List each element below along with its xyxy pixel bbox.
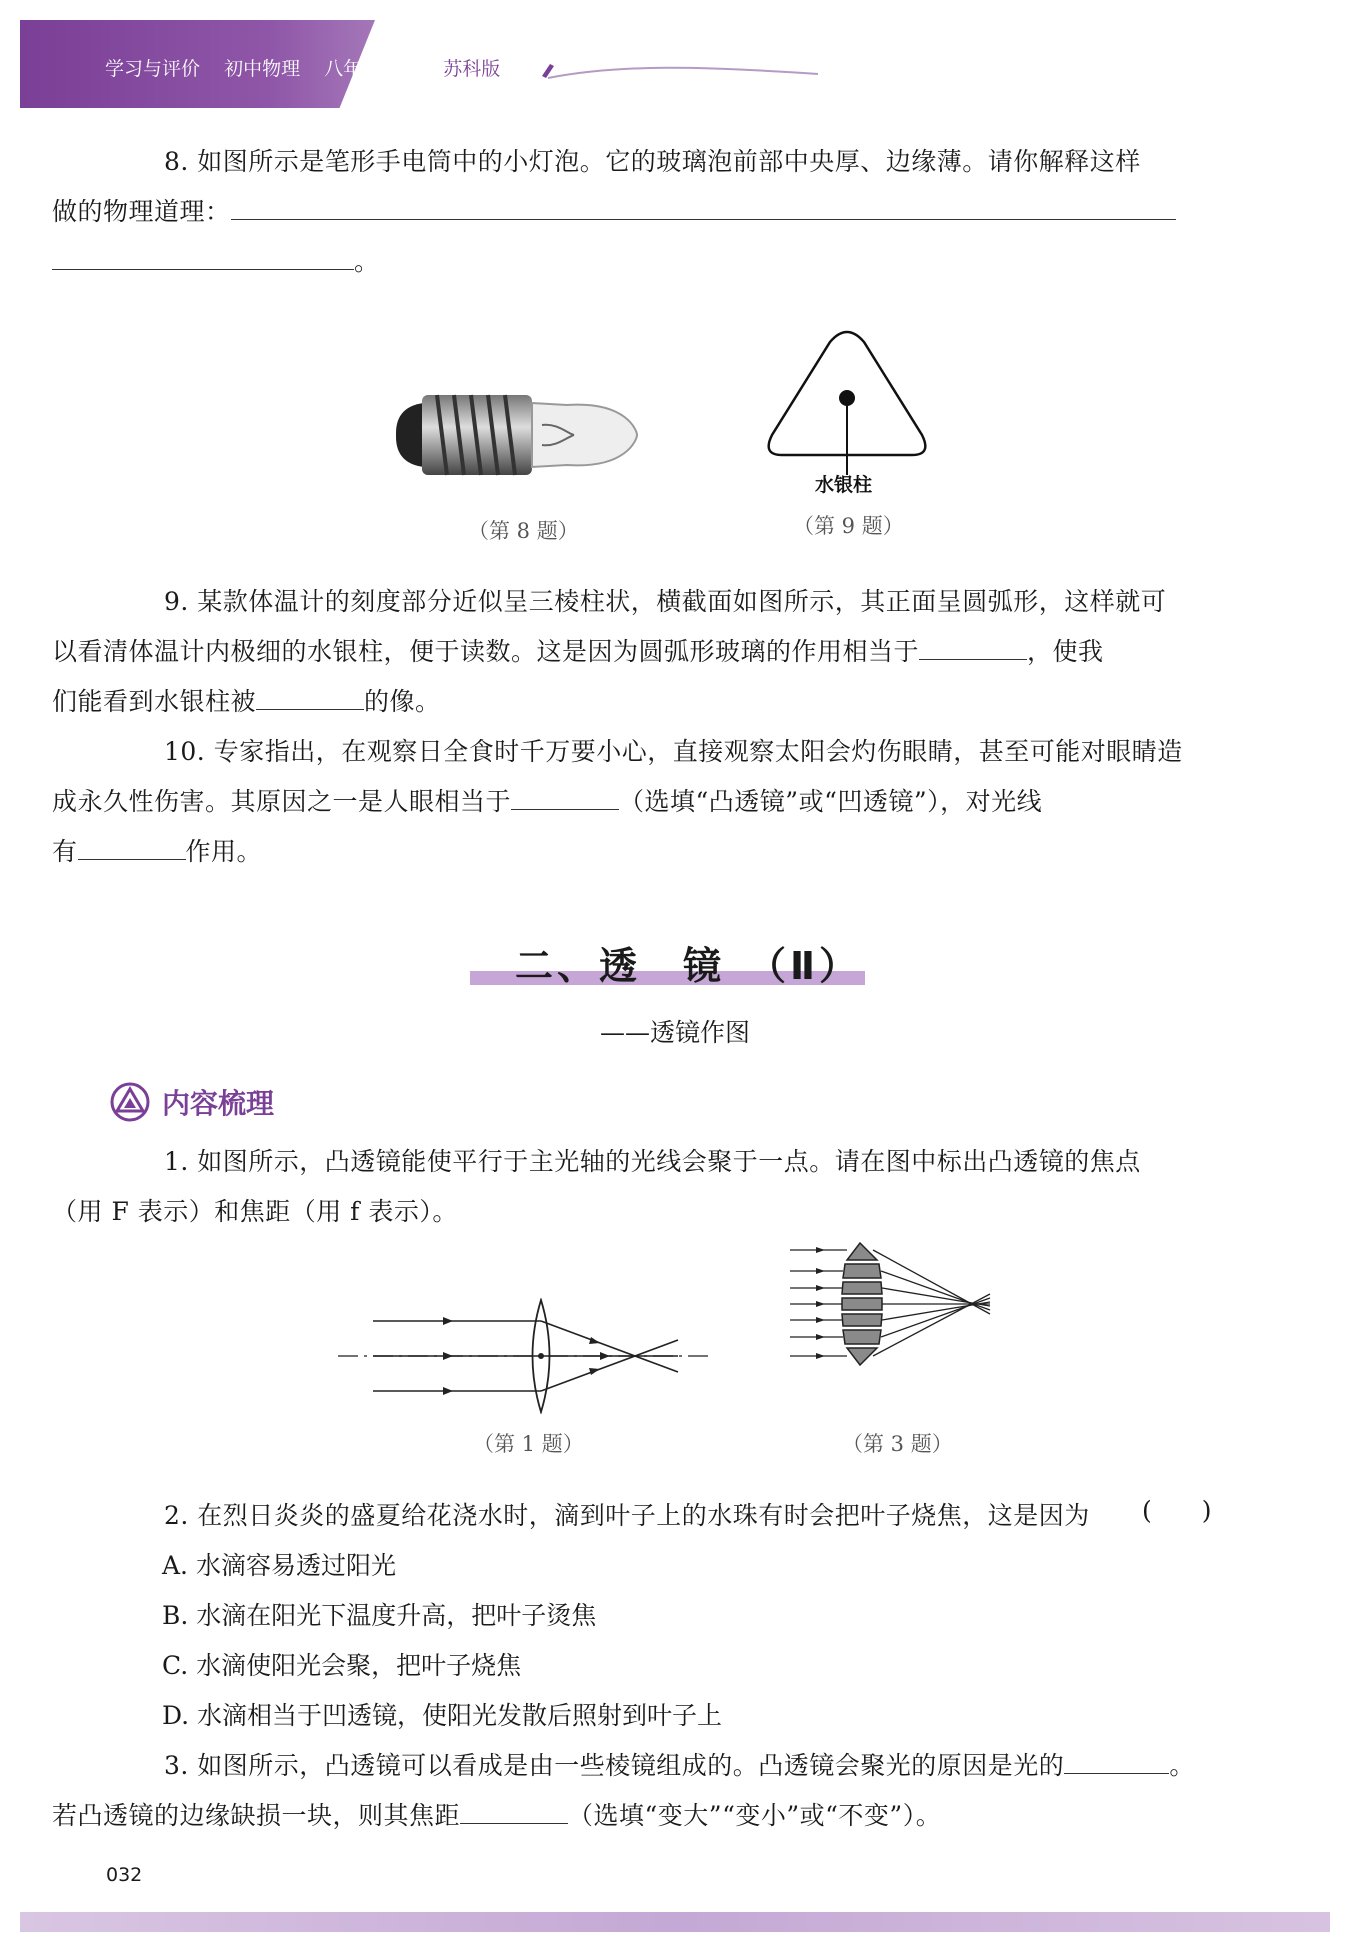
fig1-caption: （第 1 题） xyxy=(473,1432,584,1456)
footer-band xyxy=(20,1912,1330,1932)
bulb-figure xyxy=(392,375,644,495)
p2-stem: 2. 在烈日炎炎的盛夏给花浇水时，滴到叶子上的水珠有时会把叶子烧焦，这是因为 xyxy=(164,1501,1090,1530)
q8-text: 8. 如图所示是笔形手电筒中的小灯泡。它的玻璃泡前部中央厚、边缘薄。请你解释这样 做的物理道理： 。 xyxy=(108,137,1228,287)
fig9-label: 水银柱 xyxy=(815,474,873,496)
triangle-circle-icon xyxy=(110,1082,150,1122)
p3-answer-blank-1[interactable] xyxy=(1064,1749,1169,1774)
p2-option-b[interactable]: B. 水滴在阳光下温度升高，把叶子烫焦 xyxy=(162,1601,597,1630)
subject-label: 初中物理 xyxy=(224,58,301,80)
q9-text: 9. 某款体温计的刻度部分近似呈三棱柱状，横截面如图所示，其正面呈圆弧形，这样就可 以看清体温计内极细的水银柱，便于读数。这是因为圆弧形玻璃的作用相当于 ，使我 们能看到水银柱被 的像。 xyxy=(52,587,1167,716)
p2-option-d[interactable]: D. 水滴相当于凹透镜，使阳光发散后照射到叶子上 xyxy=(162,1701,723,1730)
p2-option-c[interactable]: C. 水滴使阳光会聚，把叶子烧焦 xyxy=(162,1651,522,1680)
prism-lens-diagram xyxy=(785,1240,995,1400)
q8-answer-blank-1[interactable] xyxy=(231,195,1176,220)
q10-answer-blank-1[interactable] xyxy=(511,785,619,810)
p2-answer-paren[interactable]: ( ) xyxy=(1142,1496,1212,1525)
fig9-caption: （第 9 题） xyxy=(793,514,904,538)
fig8-caption: （第 8 题） xyxy=(468,519,579,543)
p3-answer-blank-2[interactable] xyxy=(460,1799,568,1824)
q10-answer-blank-2[interactable] xyxy=(78,835,186,860)
p2-option-a[interactable]: A. 水滴容易透过阳光 xyxy=(162,1551,396,1580)
section-subtitle: ——透镜作图 xyxy=(600,1018,751,1047)
header-breadcrumb xyxy=(105,54,518,81)
content-review-heading: 内容梳理 xyxy=(110,1080,274,1124)
p1-text: 1. 如图所示，凸透镜能使平行于主光轴的光线会聚于一点。请在图中标出凸透镜的焦点 （用 F 表示）和焦距（用 f 表示）。 xyxy=(52,1147,1141,1226)
edition-label: 苏科版 xyxy=(443,58,501,80)
grade-label: 八年级上册 xyxy=(324,58,420,80)
fig3-caption: （第 3 题） xyxy=(842,1432,953,1456)
pen-swoosh-icon xyxy=(540,60,820,82)
page-number: 032 xyxy=(106,1864,143,1886)
p3-text: 3. 如图所示，凸透镜可以看成是由一些棱镜组成的。凸透镜会聚光的原因是光的 。 若凸透镜的边缘缺损一块，则其焦距 （选填“变大”“变小”或“不变”）。 xyxy=(52,1751,1195,1830)
q10-text: 10. 专家指出，在观察日全食时千万要小心，直接观察太阳会灼伤眼睛，甚至可能对眼睛造 成永久性伤害。其原因之一是人眼相当于 （选填“凸透镜”或“凹透镜”），对光线 有 作用。 xyxy=(52,737,1183,866)
section-title-text: 二、透 镜 （Ⅱ） xyxy=(515,944,862,988)
book-title: 学习与评价 xyxy=(105,58,201,80)
convex-lens-ray-diagram xyxy=(338,1298,710,1414)
section-title xyxy=(470,935,865,987)
q8-answer-blank-2[interactable] xyxy=(52,245,354,270)
q9-answer-blank-1[interactable] xyxy=(919,635,1027,660)
thermometer-cross-section-figure xyxy=(762,330,932,490)
q9-answer-blank-2[interactable] xyxy=(256,685,364,710)
